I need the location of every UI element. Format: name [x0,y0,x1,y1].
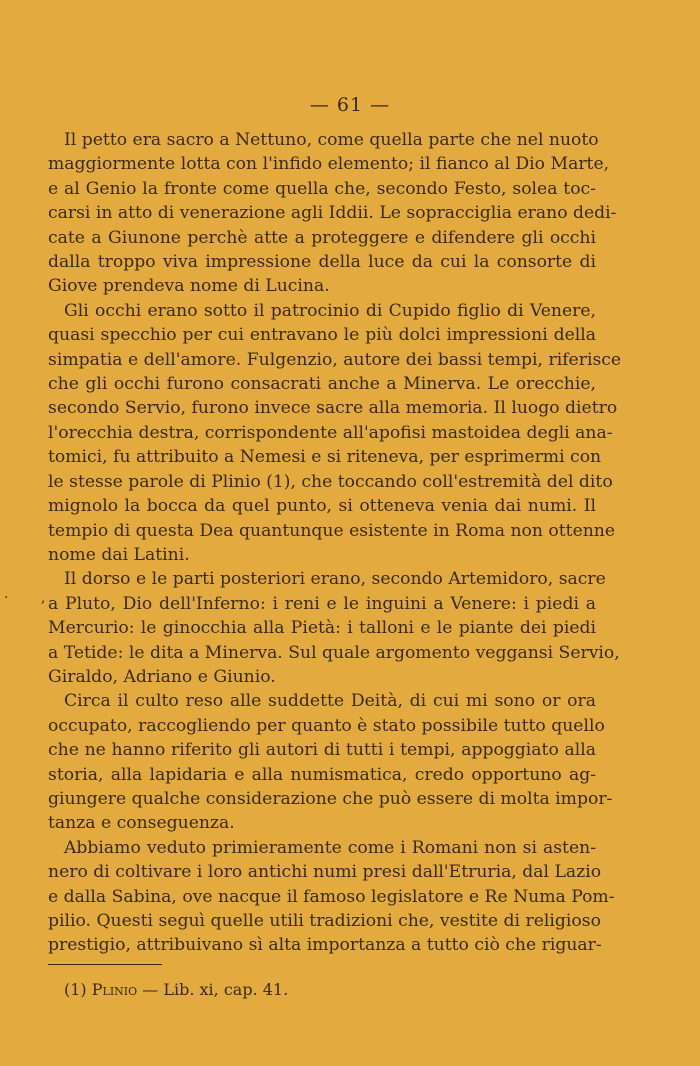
text-line: Il dorso e le parti posteriori erano, secondo Artemidoro, sacre [64,569,606,590]
text-line: che gli occhi furono consacrati anche a Minerva. Le orecchie, [48,374,596,395]
text-line: giungere qualche considerazione che può essere di molta impor- [48,788,613,809]
text-line: tomici, fu attribuito a Nemesi e si riteneva, per esprimermi con [48,447,602,468]
paragraph [48,128,617,299]
footnote-reference: — Lib. xi, cap. 41. [142,980,289,999]
text-line: le stesse parole di Plinio (1), che toccando coll'estremità del dito [48,471,613,492]
text-line: mignolo la bocca da quel punto, si otteneva venia dai numi. Il [48,496,596,517]
footnote-marker: (1) [64,980,87,999]
text-line: tanza e conseguenza. [48,813,235,834]
page-number: — 61 — [309,94,391,116]
text-line: maggiormente lotta con l'infido elemento; il fianco al Dio Marte, [48,154,610,175]
text-line: nome dai Latini. [48,544,190,565]
paragraph [48,836,615,958]
text-line: pilio. Questi seguì quelle utili tradizioni che, vestite di religioso [48,911,601,931]
text-line: a Pluto, Dio dell'Inferno: i reni e le inguini a Venere: i piedi a [48,593,596,614]
text-line: nero di coltivare i loro antichi numi presi dall'Etruria, dal Lazio [48,862,602,883]
text-line: Abbiamo veduto primieramente come i Romani non si asten- [64,837,596,858]
text-line: Mercurio: le ginocchia alla Pietà: i talloni e le piante dei piedi [48,618,596,639]
text-line: cate a Giunone perchè atte a proteggere e difendere gli occhi [48,227,596,248]
text-line: Giove prendeva nome di Lucina. [48,276,330,297]
text-line: carsi in atto di venerazione agli Iddii. Le sopracciglia erano dedi- [48,203,617,224]
footnote-rule [48,964,162,965]
body-text [48,128,622,958]
text-line: secondo Servio, furono invece sacre alla memoria. Il luogo dietro [48,398,618,419]
text-line: storia, alla lapidaria e alla numismatica, credo opportuno ag- [48,764,596,785]
text-line: e al Genio la fronte come quella che, secondo Festo, solea toc- [48,178,596,199]
text-line: simpatia e dell'amore. Fulgenzio, autore dei bassi tempi, riferisce [48,349,622,370]
text-line: quasi specchio per cui entravano le più dolci impressioni della [48,325,596,346]
text-line: occupato, raccogliendo per quanto è stato possibile tutto quello [48,715,605,736]
text-line: prestigio, attribuivano sì alta importanza a tutto ciò che riguar- [48,935,602,956]
text-line: a Tetide: le dita a Minerva. Sul quale argomento veggansi Servio, [48,642,620,663]
paragraph [48,567,620,689]
paragraph [48,299,622,567]
paragraph [48,689,613,835]
text-line: Circa il culto reso alle suddette Deità, di cui mi sono or ora [64,691,596,712]
footnote [64,979,288,1001]
text-line: dalla troppo viva impressione della luce da cui la consorte di [48,252,596,273]
text-line: che ne hanno riferito gli autori di tutti i tempi, appoggiato alla [48,740,596,761]
margin-marks: · , [4,590,60,606]
text-line: Giraldo, Adriano e Giunio. [48,666,276,687]
text-line: Il petto era sacro a Nettuno, come quella parte che nel nuoto [64,130,599,150]
text-line: l'orecchia destra, corrispondente all'apofisi mastoidea degli ana- [48,422,613,443]
text-line: e dalla Sabina, ove nacque il famoso legislatore e Re Numa Pom- [48,886,615,907]
text-line: Gli occhi erano sotto il patrocinio di Cupido figlio di Venere, [64,300,596,321]
text-line: tempio di questa Dea quantunque esistente in Roma non ottenne [48,520,616,541]
footnote-author: Plinio [91,980,138,999]
